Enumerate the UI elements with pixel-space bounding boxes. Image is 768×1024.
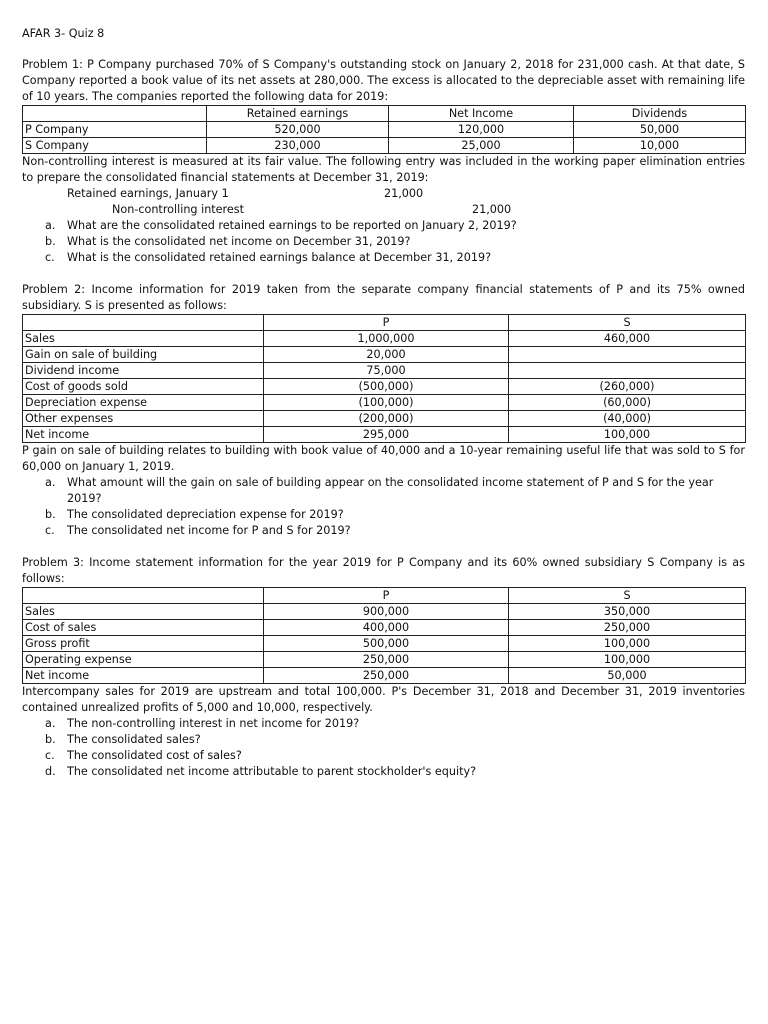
quiz-document xyxy=(22,26,745,780)
table-header-cell: S xyxy=(509,315,746,331)
journal-credit-line xyxy=(22,202,745,218)
table-row xyxy=(23,347,746,363)
table-cell: Net income xyxy=(23,668,264,684)
table-header-cell: Dividends xyxy=(574,106,746,122)
table-cell: 100,000 xyxy=(509,427,746,443)
problem-3-table xyxy=(22,587,746,684)
table-header-row xyxy=(23,106,746,122)
table-cell: (260,000) xyxy=(509,379,746,395)
document-title: AFAR 3- Quiz 8 xyxy=(22,27,105,40)
table-header-cell: P xyxy=(264,588,509,604)
table-cell: (200,000) xyxy=(264,411,509,427)
list-item xyxy=(22,716,745,732)
question-text: What amount will the gain on sale of building appear on the consolidated income statement of P and S for the year 2019? xyxy=(67,476,714,505)
table-cell: 250,000 xyxy=(264,652,509,668)
table-row xyxy=(23,636,746,652)
table-row xyxy=(23,138,746,154)
problem-2-after: P gain on sale of building relates to building with book value of 40,000 and a 10-year remaining useful life that was sold to S for 60,000 on January 1, 2019. xyxy=(22,444,745,473)
list-item xyxy=(22,475,745,507)
table-cell: 25,000 xyxy=(389,138,574,154)
table-header-cell xyxy=(23,315,264,331)
journal-entry xyxy=(22,186,745,218)
list-item xyxy=(22,748,745,764)
problem-1-questions xyxy=(22,218,745,266)
table-row xyxy=(23,411,746,427)
table-cell: S Company xyxy=(23,138,207,154)
table-cell: (100,000) xyxy=(264,395,509,411)
table-cell: Sales xyxy=(23,331,264,347)
table-cell: 100,000 xyxy=(509,652,746,668)
table-cell: Net income xyxy=(23,427,264,443)
table-cell: Dividend income xyxy=(23,363,264,379)
credit-account: Non-controlling interest xyxy=(112,203,245,216)
list-item xyxy=(22,250,745,266)
table-cell: 50,000 xyxy=(574,122,746,138)
table-cell xyxy=(509,363,746,379)
question-label: b. xyxy=(45,733,56,746)
table-cell: 50,000 xyxy=(509,668,746,684)
table-header-row xyxy=(23,588,746,604)
table-row xyxy=(23,427,746,443)
problem-1 xyxy=(22,57,745,266)
table-row xyxy=(23,652,746,668)
question-text: What is the consolidated retained earnings balance at December 31, 2019? xyxy=(67,251,492,264)
table-cell xyxy=(509,347,746,363)
question-label: c. xyxy=(45,251,55,264)
question-label: a. xyxy=(45,717,56,730)
table-cell: (40,000) xyxy=(509,411,746,427)
table-row xyxy=(23,604,746,620)
problem-3-after: Intercompany sales for 2019 are upstream and total 100,000. P's December 31, 2018 and December 31, 2019 inventories contained unrealized profits of 5,000 and 10,000, respectively. xyxy=(22,685,745,714)
debit-amount: 21,000 xyxy=(384,187,424,200)
question-text: What are the consolidated retained earnings to be reported on January 2, 2019? xyxy=(67,219,517,232)
table-cell: (500,000) xyxy=(264,379,509,395)
question-label: b. xyxy=(45,508,56,521)
table-cell: 20,000 xyxy=(264,347,509,363)
credit-amount: 21,000 xyxy=(472,203,512,216)
list-item xyxy=(22,218,745,234)
question-text: The consolidated net income for P and S for 2019? xyxy=(67,524,351,537)
table-cell: 75,000 xyxy=(264,363,509,379)
problem-2-table xyxy=(22,314,746,443)
table-header-cell: S xyxy=(509,588,746,604)
table-cell: 295,000 xyxy=(264,427,509,443)
table-row xyxy=(23,395,746,411)
table-row xyxy=(23,620,746,636)
list-item xyxy=(22,523,745,539)
table-cell: Gross profit xyxy=(23,636,264,652)
problem-1-after: Non-controlling interest is measured at its fair value. The following entry was included in the working paper elimination entries to prepare the consolidated financial statements at December 31, 2019: xyxy=(22,155,745,184)
table-row xyxy=(23,363,746,379)
list-item xyxy=(22,507,745,523)
question-label: c. xyxy=(45,524,55,537)
question-label: a. xyxy=(45,476,56,489)
table-header-cell: Retained earnings xyxy=(207,106,389,122)
table-cell: Cost of sales xyxy=(23,620,264,636)
table-cell: 10,000 xyxy=(574,138,746,154)
question-text: The consolidated sales? xyxy=(67,733,201,746)
table-cell: 460,000 xyxy=(509,331,746,347)
table-cell: 350,000 xyxy=(509,604,746,620)
table-header-cell: P xyxy=(264,315,509,331)
problem-3-intro: Problem 3: Income statement information for the year 2019 for P Company and its 60% owned subsidiary S Company is as follows: xyxy=(22,556,745,585)
table-cell: 120,000 xyxy=(389,122,574,138)
table-header-cell: Net Income xyxy=(389,106,574,122)
table-cell: Depreciation expense xyxy=(23,395,264,411)
table-row xyxy=(23,331,746,347)
question-text: The consolidated cost of sales? xyxy=(67,749,242,762)
question-label: c. xyxy=(45,749,55,762)
journal-debit-line xyxy=(22,186,745,202)
problem-3 xyxy=(22,555,745,780)
question-text: The consolidated net income attributable to parent stockholder's equity? xyxy=(67,765,477,778)
table-cell: 1,000,000 xyxy=(264,331,509,347)
table-cell: 250,000 xyxy=(509,620,746,636)
table-cell: Other expenses xyxy=(23,411,264,427)
table-cell: 520,000 xyxy=(207,122,389,138)
table-cell: 500,000 xyxy=(264,636,509,652)
question-text: The non-controlling interest in net income for 2019? xyxy=(67,717,360,730)
table-row xyxy=(23,379,746,395)
problem-2-intro: Problem 2: Income information for 2019 taken from the separate company financial statements of P and its 75% owned subsidiary. S is presented as follows: xyxy=(22,283,745,312)
table-cell: Sales xyxy=(23,604,264,620)
list-item xyxy=(22,764,745,780)
problem-3-questions xyxy=(22,716,745,780)
table-cell: 250,000 xyxy=(264,668,509,684)
problem-1-table xyxy=(22,105,746,154)
problem-2 xyxy=(22,282,745,539)
list-item xyxy=(22,234,745,250)
problem-1-intro: Problem 1: P Company purchased 70% of S Company's outstanding stock on January 2, 2018 for 231,000 cash. At that date, S Company reported a book value of its net assets at 280,000. The excess is allocated to the depreciable asset with remaining life of 10 years. The companies reported the following data for 2019: xyxy=(22,58,745,103)
table-header-cell xyxy=(23,106,207,122)
table-cell: 100,000 xyxy=(509,636,746,652)
table-header-row xyxy=(23,315,746,331)
table-header-cell xyxy=(23,588,264,604)
question-label: d. xyxy=(45,765,56,778)
question-text: The consolidated depreciation expense for 2019? xyxy=(67,508,344,521)
table-row xyxy=(23,668,746,684)
debit-account: Retained earnings, January 1 xyxy=(67,187,229,200)
question-label: a. xyxy=(45,219,56,232)
question-label: b. xyxy=(45,235,56,248)
problem-2-questions xyxy=(22,475,745,539)
table-cell: Cost of goods sold xyxy=(23,379,264,395)
table-cell: P Company xyxy=(23,122,207,138)
table-cell: 230,000 xyxy=(207,138,389,154)
table-cell: 400,000 xyxy=(264,620,509,636)
table-row xyxy=(23,122,746,138)
table-cell: (60,000) xyxy=(509,395,746,411)
table-cell: Operating expense xyxy=(23,652,264,668)
list-item xyxy=(22,732,745,748)
question-text: What is the consolidated net income on December 31, 2019? xyxy=(67,235,411,248)
table-cell: Gain on sale of building xyxy=(23,347,264,363)
table-cell: 900,000 xyxy=(264,604,509,620)
